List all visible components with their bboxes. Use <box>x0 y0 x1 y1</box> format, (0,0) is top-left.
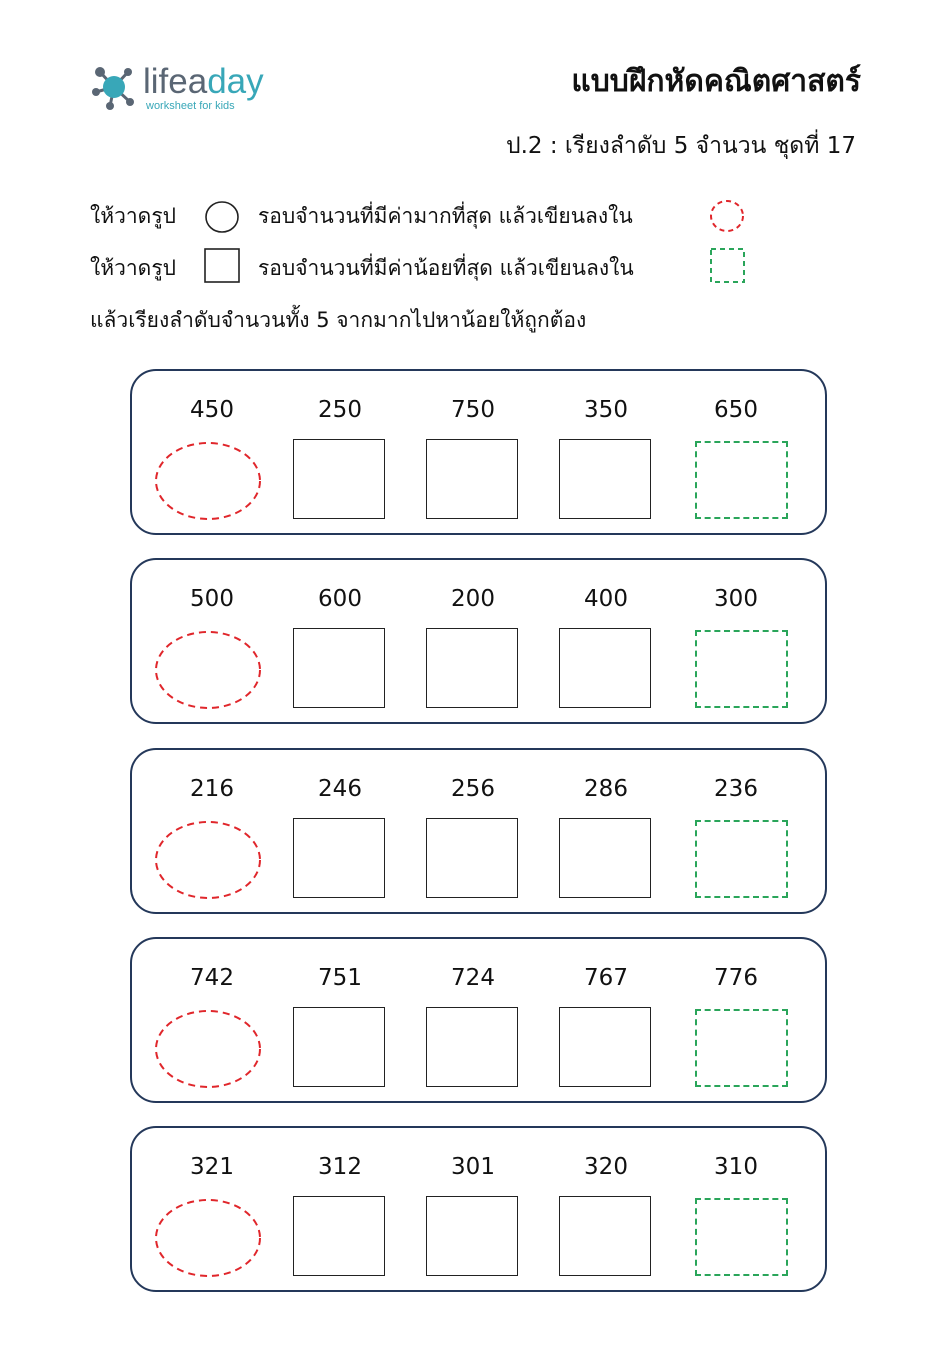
exercise-row <box>130 558 827 724</box>
number-label: 742 <box>190 965 234 991</box>
number-label: 724 <box>451 965 495 991</box>
smallest-answer-box[interactable] <box>695 1198 788 1276</box>
red-dashed-oval-icon <box>708 198 746 234</box>
instruction-text-1: รอบจำนวนที่มีค่ามากที่สุด แล้วเขียนลงใน <box>258 204 633 228</box>
number-label: 200 <box>451 586 495 612</box>
exercise-row <box>130 1126 827 1292</box>
number-label: 246 <box>318 776 362 802</box>
smallest-answer-box[interactable] <box>695 820 788 898</box>
largest-answer-oval[interactable] <box>154 441 262 521</box>
instruction-text-2: รอบจำนวนที่มีค่าน้อยที่สุด แล้วเขียนลงใน <box>258 256 634 280</box>
largest-answer-oval[interactable] <box>154 1009 262 1089</box>
answer-box[interactable] <box>559 439 651 519</box>
answer-box[interactable] <box>426 1196 518 1276</box>
smallest-answer-box[interactable] <box>695 1009 788 1087</box>
number-label: 321 <box>190 1154 234 1180</box>
green-dashed-square-icon <box>710 248 746 284</box>
instruction-line-3: แล้วเรียงลำดับจำนวนทั้ง 5 จากมากไปหาน้อยให้ถูกต้อง <box>90 308 587 332</box>
number-label: 312 <box>318 1154 362 1180</box>
circle-shape-icon <box>204 200 240 234</box>
answer-box[interactable] <box>559 628 651 708</box>
answer-box[interactable] <box>559 818 651 898</box>
answer-box[interactable] <box>426 628 518 708</box>
largest-answer-oval[interactable] <box>154 820 262 900</box>
answer-box[interactable] <box>426 1007 518 1087</box>
answer-box[interactable] <box>293 818 385 898</box>
page-subtitle: ป.2 : เรียงลำดับ 5 จำนวน ชุดที่ 17 <box>506 133 856 159</box>
molecule-logo-icon <box>88 62 140 112</box>
logo-wordmark: lifeaday <box>143 62 264 101</box>
number-label: 776 <box>714 965 758 991</box>
answer-box[interactable] <box>293 1196 385 1276</box>
number-label: 236 <box>714 776 758 802</box>
smallest-answer-box[interactable] <box>695 630 788 708</box>
number-label: 301 <box>451 1154 495 1180</box>
number-label: 216 <box>190 776 234 802</box>
instruction-prefix: ให้วาดรูป <box>90 256 176 280</box>
answer-box[interactable] <box>559 1196 651 1276</box>
exercise-row <box>130 748 827 914</box>
number-label: 310 <box>714 1154 758 1180</box>
instruction-prefix: ให้วาดรูป <box>90 204 176 228</box>
number-label: 300 <box>714 586 758 612</box>
number-label: 286 <box>584 776 628 802</box>
page-title: แบบฝึกหัดคณิตศาสตร์ <box>571 64 861 99</box>
answer-box[interactable] <box>293 439 385 519</box>
lifeaday-logo <box>88 60 288 116</box>
exercise-row <box>130 369 827 535</box>
number-label: 450 <box>190 397 234 423</box>
answer-box[interactable] <box>426 439 518 519</box>
answer-box[interactable] <box>426 818 518 898</box>
number-label: 256 <box>451 776 495 802</box>
number-label: 650 <box>714 397 758 423</box>
answer-box[interactable] <box>293 1007 385 1087</box>
logo-tagline: worksheet for kids <box>146 100 235 112</box>
number-label: 250 <box>318 397 362 423</box>
number-label: 400 <box>584 586 628 612</box>
number-label: 500 <box>190 586 234 612</box>
number-label: 350 <box>584 397 628 423</box>
largest-answer-oval[interactable] <box>154 630 262 710</box>
square-shape-icon <box>204 248 240 284</box>
instruction-line-1 <box>90 200 176 233</box>
instruction-line-2 <box>90 252 176 285</box>
number-label: 600 <box>318 586 362 612</box>
smallest-answer-box[interactable] <box>695 441 788 519</box>
answer-box[interactable] <box>559 1007 651 1087</box>
number-label: 751 <box>318 965 362 991</box>
number-label: 750 <box>451 397 495 423</box>
answer-box[interactable] <box>293 628 385 708</box>
exercise-row <box>130 937 827 1103</box>
number-label: 320 <box>584 1154 628 1180</box>
largest-answer-oval[interactable] <box>154 1198 262 1278</box>
number-label: 767 <box>584 965 628 991</box>
